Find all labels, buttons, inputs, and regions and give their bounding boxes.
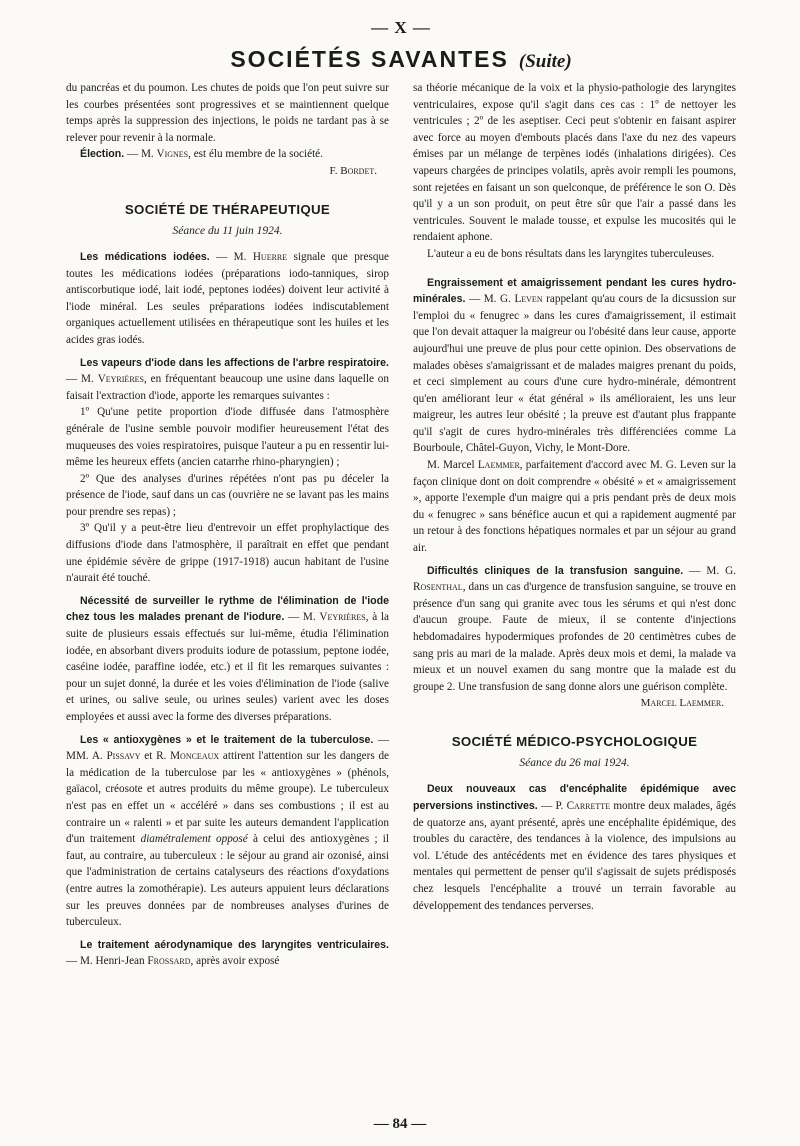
author-name: Carrette (566, 799, 611, 812)
article-laryngites: Le traitement aérodynamique des laryngites ventriculaires. — M. Henri-Jean Frossard, après avoir exposé (66, 938, 389, 968)
header-title: SOCIÉTÉS SAVANTES (230, 46, 509, 72)
continued-paragraph: sa théorie mécanique de la voix et la physio-pathologie des laryngites ventriculaires, expose qu'il s'agit dans ces cas : 1º de nettoyer les ventricules ; 2º de les aseptiser. Ceci peut s'obtenir en faisant aspirer avec force au moyen d'embouts placés dans l'axe du nez des vapeurs émises par un mélange de terpènes iodés (inhalations dirigées). Ces vapeurs chargées de principes volatils, après avoir rempli les poumons, sont rejetées en faisant un son quelconque, de préférence le son O. Dès qu'il y a un son produit, on peut être sûr que l'air a passé dans les ventricules. Souvent le malade tousse, et expulse les mucosités qui le rendaient aphone. (413, 82, 736, 244)
list-item: 3º Qu'il y a peut-être lieu d'entrevoir un effet prophylactique des diffusions d'iode dans l'atmosphère, il paraîtrait en effet que pendant une épidémie sévère de grippe (1917-1918) aucun habitant de l'usine n'aurait été touché. (66, 522, 389, 585)
article-heading: Les médications iodées. (80, 250, 210, 263)
author-name: Leven (514, 293, 543, 306)
author-name: Rosenthal (413, 581, 463, 594)
author-name: Huerre (252, 250, 288, 263)
two-column-body (66, 80, 736, 970)
section-title-therapeutique: SOCIÉTÉ DE THÉRAPEUTIQUE (124, 201, 331, 217)
author-name: Laemmer (477, 459, 520, 472)
author-name: Veyrières (319, 611, 366, 624)
article-heading: Engraissement et amaigrissement pendant les cures hydro-minérales. (413, 276, 736, 306)
article-medications-iodees: Les médications iodées. — M. Huerre signale que presque toutes les médications iodées (préparations iodo-tanniques, sirop antiscorbutique iodé, lait iodé, peptones iodées) doivent leur activité à l'iode minéral. Les seules préparations iodées indiscutablement organiques actuellement utilisées en thérapeutique sont les huiles et les acides gras iodés. (66, 250, 390, 346)
article-heading: Le traitement aérodynamique des laryngites ventriculaires. (80, 938, 389, 951)
article-encephalite: Deux nouveaux cas d'encéphalite épidémique avec perversions instinctives. — P. Carrette montre deux malades, âgés de quatorze ans, ayant présenté, après une encéphalite épidémique, des troubles du caractère, des tendances à la violence, des impulsions au vol. L'étude des antécédents met en évidence des tares physiques et mentales qui permettent de penser qu'il s'agissait de sujets prédisposés chez lesquels l'encéphalite a trouvé un terrain favorable au développement des tendances perverses. (413, 783, 737, 912)
list-item: 1º Qu'une petite proportion d'iode diffusée dans l'atmosphère générale de l'usine semble pouvoir modifier heureusement l'état des muqueuses des voies respiratoires, puisque l'auteur a pu en ressentir lui-même les heureux effets (ancien catarrhe rhino-pharyngien) ; (66, 406, 389, 469)
article-heading: Deux nouveaux cas d'encéphalite épidémique avec perversions instinctives. (413, 783, 736, 812)
election-paragraph: Élection. — M. Vignes, est élu membre de la société. (80, 148, 323, 161)
author-name: Veyrières (97, 373, 144, 386)
article-heading: Les vapeurs d'iode dans les affections de l'arbre respiratoire. (80, 356, 389, 369)
seance-date: Séance du 11 juin 1924. (172, 224, 283, 237)
page-number: — 84 — (373, 1116, 427, 1132)
author-name: Frossard (147, 955, 191, 968)
article-vapeurs-iode: Les vapeurs d'iode dans les affections de l'arbre respiratoire. — M. Veyrières, en fréquentant beaucoup une usine dans laquelle on faisait l'extraction d'iode, apporte les remarques suivantes : (66, 356, 389, 402)
article-heading: Les « antioxygènes » et le traitement de la tuberculose. (80, 733, 374, 746)
author-name: Pissavy (106, 750, 141, 763)
election-label: Élection. (80, 148, 125, 161)
folio-roman: — X — (371, 18, 431, 37)
list-item: 2º Que des analyses d'urines répétées n'ont pas pu déceler la présence de l'iode, sauf dans un cas (ouvrière ne se lavant pas les mains pour prendre ses repas) ; (66, 472, 389, 518)
article-antioxygenes: Les « antioxygènes » et le traitement de la tuberculose. — MM. A. Pissavy et R. Monceaux attirent l'attention sur les dangers de la médication de la tuberculose par les « antioxygènes » (phénols, gaïacol, créosote et autres produits du même groupe). Le tuberculeux n'est pas en effet un « accéléré » dans ses combustions ; il est au contraire un « ralenti » et par suite les auteurs demandent l'application d'un traitement diamétralement opposé à celui des antioxygènes ; il faut, au contraire, au tuberculeux : le séjour au grand air ozonisé, ainsi que l'administration de certains catalyseurs des réactions d'oxydations (entre autres la zomothérapie). Les auteurs appuient leurs déclarations sur les preuves données par de nombreuses analyses d'urines de tuberculeux. (66, 733, 390, 929)
article-engraissement: Engraissement et amaigrissement pendant les cures hydro-minérales. — M. G. Leven rappelant qu'au cours de la dicsussion sur l'emploi du « fenugrec » dans les cures d'amaigrissement, il estimait que l'on devait attaquer la maigreur ou l'obésité dans leur cause, apporte aujourd'hui une preuve de plus pour cette opinion. Des observations de malades obèses s'amaigrissant et de malades maigres prenant du poids, et ceci simplement au cours d'une cure hydro-minérale, démontrent qu'en améliorant leur « état général » ils amélioraient, les uns leur maigreur, les autres leur obésité ; la preuve est d'autant plus frappante qu'il s'agit de cures hydro-minérales très différenciées comme La Bourboule, Châtel-Guyon, Vichy, le Mont-Dore. (413, 276, 736, 455)
continued-paragraph: du pancréas et du poumon. Les chutes de poids que l'on peut suivre sur les courbes présentées sont progressives et se maintiennent quelque temps après la suppression des injections, le poids ne tardant pas à se relever pour revenir à la normale. (66, 82, 389, 144)
author-name: Monceaux (170, 750, 220, 763)
article-heading: Difficultés cliniques de la transfusion sanguine. (427, 564, 684, 577)
article-heading: Nécessité de surveiller le rythme de l'élimination de l'iode chez tous les malades prenant de l'iodure. (66, 594, 389, 624)
header-suite: (Suite) (518, 51, 572, 72)
left-column (66, 80, 389, 970)
member-name: Vignes (156, 148, 189, 161)
emphasis: diamétralement opposé (140, 833, 248, 846)
paragraph: L'auteur a eu de bons résultats dans les laryngites tuberculeuses. (427, 247, 715, 260)
paragraph-laemmer: M. Marcel Laemmer, parfaitement d'accord avec M. G. Leven sur la façon clinique dont on doit comprendre « obésité » et « amaigrissement », apporte l'exemple d'un maigre qui a pris pendant près de deux mois du « fenugrec » sans bénéfice aucun et qui a rapidement augmenté par un retour à des fonctions hépatiques normales et par un séjour au grand air. (413, 459, 736, 555)
section-title-medico-psychologique: SOCIÉTÉ MÉDICO-PSYCHOLOGIQUE (451, 734, 698, 750)
right-column (413, 80, 736, 970)
signature-laemmer: Marcel Laemmer. (640, 697, 724, 710)
article-transfusion: Difficultés cliniques de la transfusion sanguine. — M. G. Rosenthal, dans un cas d'urgence de transfusion sanguine, se trouve en présence d'un sang qui granite avec tous les sérums et qui n'est donc d'aucun groupe. Faute de mieux, il se contente d'injections hebdomadaires hypodermiques profondes de 20 centimètres cubes de sang pris au mari de la malade. Après deux mois et demi, la malade va mieux et un nouvel examen du sang montre que la malade est du groupe 2. Une transfusion de sang donne alors une guérison complète. (413, 564, 736, 693)
running-header (66, 44, 736, 76)
signature-bordet: F. Bordet. (329, 164, 377, 177)
seance-date: Séance du 26 mai 1924. (519, 757, 630, 770)
article-elimination-iode: Nécessité de surveiller le rythme de l'élimination de l'iode chez tous les malades prenant de l'iodure. — M. Veyrières, à la suite de plusieurs essais effectués sur lui-même, étudia l'élimination iodée, en absorbant divers produits iodure de potassium, peptone iodée, caséine iodée, paraffine iodée, etc.) et il fit les remarques suivantes : pour un sujet donné, la durée et les voies d'élimination de l'iode (salive et urines, ou salive seule, ou urines seules) varient avec les doses employées et aussi avec la forme des diverses préparations. (66, 594, 390, 723)
